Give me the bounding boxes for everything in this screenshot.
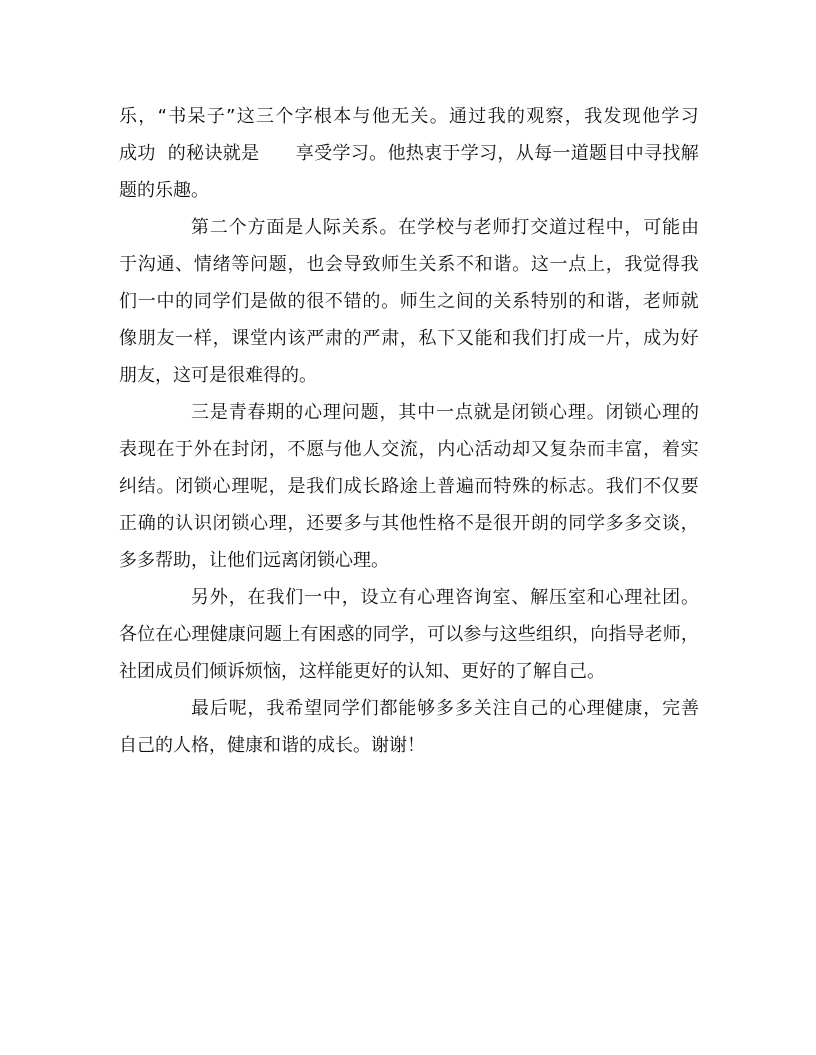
text-line: 成 功 的 秘 诀 就 是 享 受 学 习 。 他 热 衷 于 学 习 ， 从 每 一 道 题 目 中 寻 找 解	[119, 143, 699, 164]
text-line: 纠 结 。 闭 锁 心 理 呢 ， 是 我 们 成 长 路 途 上 普 遍 而 特 殊 的 标 志 。 我 们 不 仅 要	[119, 476, 699, 497]
text-line: 们 一 中 的 同 学 们 是 做 的 很 不 错 的 。 师 生 之 间 的 关 系 特 别 的 和 谐 ， 老 师 就	[119, 291, 699, 312]
text-line: 乐 ， “ 书 呆 子 ” 这 三 个 字 根 本 与 他 无 关 。 通 过 我 的 观 察 ， 我 发 现 他 学 习	[119, 106, 699, 127]
text-line: 另 外 ， 在 我 们 一 中 ， 设 立 有 心 理 咨 询 室 、 解 压 室 和 心 理 社 团 。	[191, 587, 699, 608]
text-line: 正 确 的 认 识 闭 锁 心 理 ， 还 要 多 与 其 他 性 格 不 是 很 开 朗 的 同 学 多 多 交 谈 ，	[119, 513, 699, 534]
text-line: 朋友，这可是很难得的。	[119, 365, 317, 386]
text-line: 多多帮助，让他们远离闭锁心理。	[119, 550, 389, 571]
text-line: 题的乐趣。	[119, 180, 209, 201]
text-line: 自己的人格，健康和谐的成长。谢谢！	[119, 735, 425, 756]
text-line: 第 二 个 方 面 是 人 际 关 系 。 在 学 校 与 老 师 打 交 道 过 程 中 ， 可 能 由	[191, 217, 699, 238]
text-line: 像 朋 友 一 样 ， 课 堂 内 该 严 肃 的 严 肃 ， 私 下 又 能 和 我 们 打 成 一 片 ， 成 为 好	[119, 328, 699, 349]
text-line: 表 现 在 于 外 在 封 闭 ， 不 愿 与 他 人 交 流 ， 内 心 活 动 却 又 复 杂 而 丰 富 ， 着 实	[119, 439, 699, 460]
text-line: 社团成员们倾诉烦恼，这样能更好的认知、更好的了解自己。	[119, 661, 605, 682]
text-line: 三 是 青 春 期 的 心 理 问 题 ， 其 中 一 点 就 是 闭 锁 心 理 。 闭 锁 心 理 的	[191, 402, 699, 423]
text-line: 于 沟 通 、 情 绪 等 问 题 ， 也 会 导 致 师 生 关 系 不 和 谐 。 这 一 点 上 ， 我 觉 得 我	[119, 254, 699, 275]
text-line: 各 位 在 心 理 健 康 问 题 上 有 困 惑 的 同 学 ， 可 以 参 与 这 些 组 织 ， 向 指 导 老 师 ，	[119, 624, 699, 645]
body-text	[119, 98, 699, 764]
text-line: 最 后 呢 ， 我 希 望 同 学 们 都 能 够 多 多 关 注 自 己 的 心 理 健 康 ， 完 善	[191, 698, 699, 719]
